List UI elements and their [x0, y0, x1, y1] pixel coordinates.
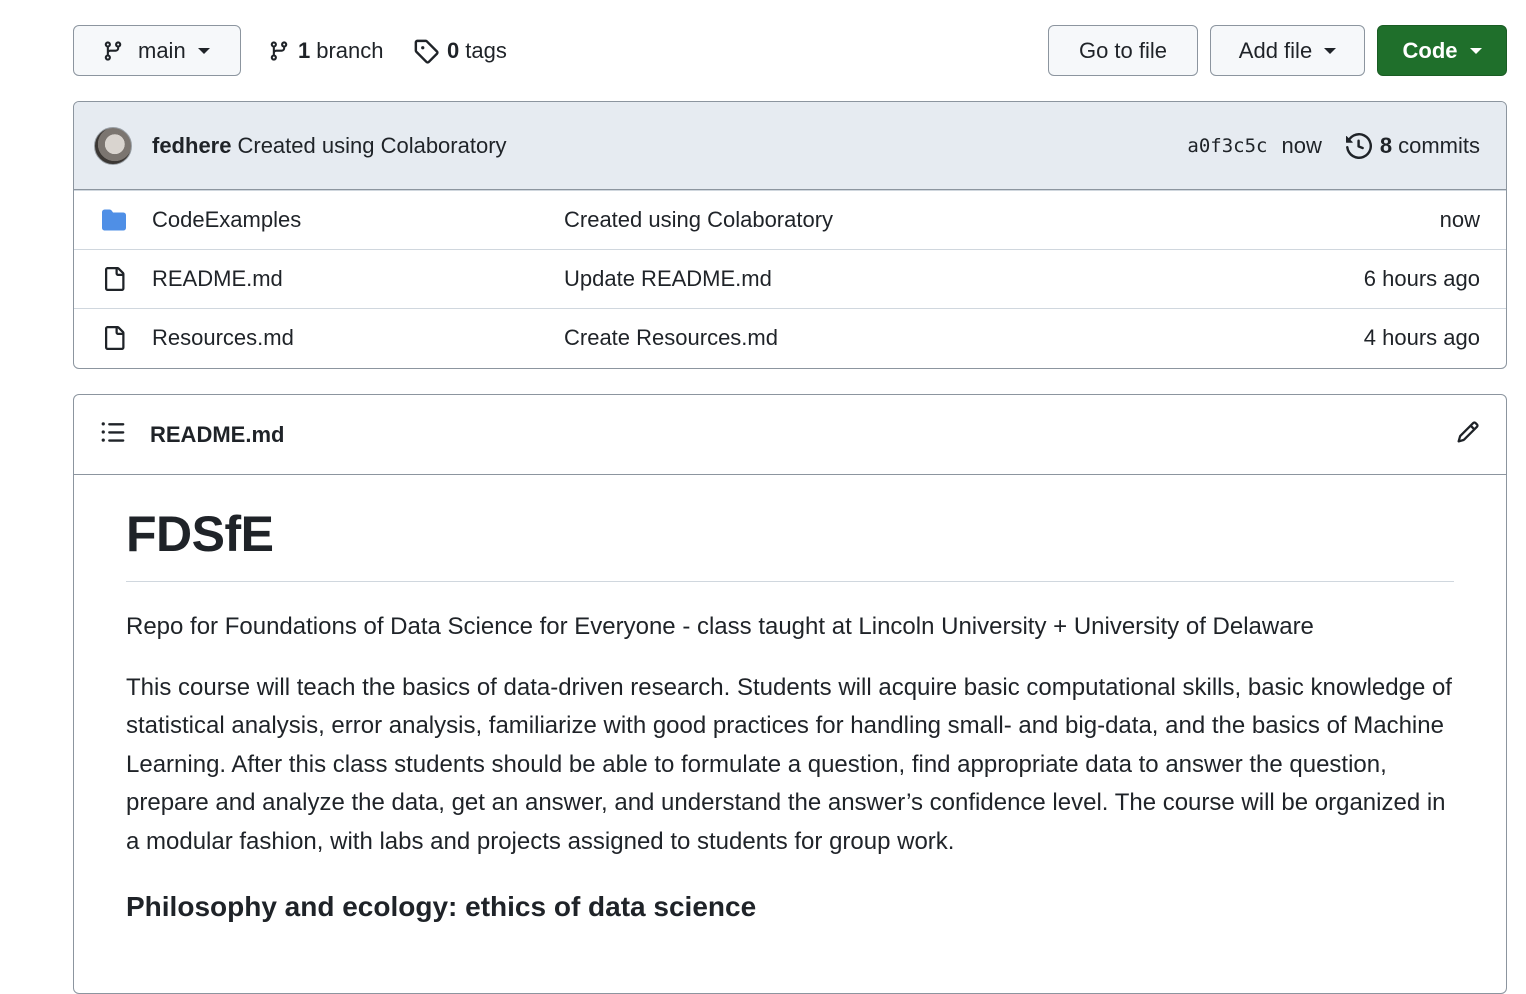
readme-header: [74, 395, 1506, 475]
chevron-down-icon: [198, 48, 210, 54]
readme-content: [74, 475, 1506, 923]
tag-label: tags: [465, 37, 507, 63]
file-icon: [100, 324, 128, 352]
commits-history-link[interactable]: [1346, 133, 1480, 159]
commit-count: 8: [1379, 132, 1393, 158]
git-branch-icon: [268, 39, 290, 63]
file-browser: [73, 101, 1507, 369]
add-file-button[interactable]: [1210, 25, 1365, 76]
branch-select-button[interactable]: [73, 25, 241, 76]
go-to-file-label: Go to file: [1078, 37, 1168, 63]
add-file-label: Add file: [1238, 37, 1313, 63]
file-row[interactable]: [74, 190, 1506, 249]
branch-label: branch: [316, 37, 384, 63]
readme-panel: [73, 394, 1507, 994]
file-commit-message[interactable]: Update README.md: [564, 266, 772, 291]
avatar[interactable]: [94, 127, 132, 165]
branch-toolbar: [73, 25, 1507, 76]
folder-icon: [100, 208, 128, 232]
readme-subheading: Philosophy and ecology: ethics of data science: [126, 891, 757, 922]
readme-heading: FDSfE: [126, 505, 1454, 582]
readme-paragraph: This course will teach the basics of data-driven research. Students will acquire basic computational skills, basic knowledge of statistical analysis, error analysis, familiarize with good practices for handling small- and big-data, and the basics of Machine Learning. After this class students should be able to formulate a question, find appropriate data to answer the question, prepare and analyze the data, get an answer, and understand the answer’s confidence level. The course will be organized in a modular fashion, with labs and projects assigned to students for group work.: [126, 673, 1452, 855]
chevron-down-icon: [1324, 48, 1336, 54]
chevron-down-icon: [1470, 48, 1482, 54]
commit-meta: [1187, 133, 1480, 159]
file-name[interactable]: Resources.md: [152, 325, 294, 350]
commit-sha[interactable]: a0f3c5c: [1187, 134, 1268, 157]
tags-link[interactable]: [413, 25, 507, 76]
code-button[interactable]: [1377, 25, 1507, 76]
file-row[interactable]: [74, 308, 1506, 367]
file-commit-message[interactable]: Created using Colaboratory: [564, 207, 834, 232]
code-label: Code: [1402, 37, 1458, 63]
latest-commit-bar: [74, 102, 1506, 190]
readme-filename[interactable]: README.md: [150, 421, 285, 447]
history-icon: [1346, 133, 1372, 159]
file-commit-message[interactable]: Create Resources.md: [564, 325, 778, 350]
tag-icon: [413, 38, 439, 64]
file-time: 6 hours ago: [1363, 266, 1480, 291]
tag-count: 0: [447, 37, 460, 63]
file-time: 4 hours ago: [1363, 325, 1480, 350]
file-time: now: [1439, 207, 1480, 232]
readme-paragraph: Repo for Foundations of Data Science for Everyone - class taught at Lincoln University + University of Delaware: [126, 613, 1314, 640]
list-icon[interactable]: [100, 419, 126, 451]
commit-label: commits: [1398, 132, 1480, 158]
file-name[interactable]: CodeExamples: [152, 207, 302, 232]
branches-link[interactable]: [268, 25, 384, 76]
pencil-icon[interactable]: [1456, 420, 1480, 450]
file-name[interactable]: README.md: [152, 266, 283, 291]
go-to-file-button[interactable]: [1048, 25, 1198, 76]
branch-name: main: [138, 37, 186, 63]
branch-count: 1: [298, 37, 311, 63]
file-icon: [100, 265, 128, 293]
commit-message[interactable]: Created using Colaboratory: [237, 132, 507, 158]
git-branch-icon: [102, 39, 124, 63]
file-row[interactable]: [74, 249, 1506, 308]
commit-author[interactable]: fedhere: [152, 132, 232, 158]
commit-time: now: [1281, 132, 1322, 158]
